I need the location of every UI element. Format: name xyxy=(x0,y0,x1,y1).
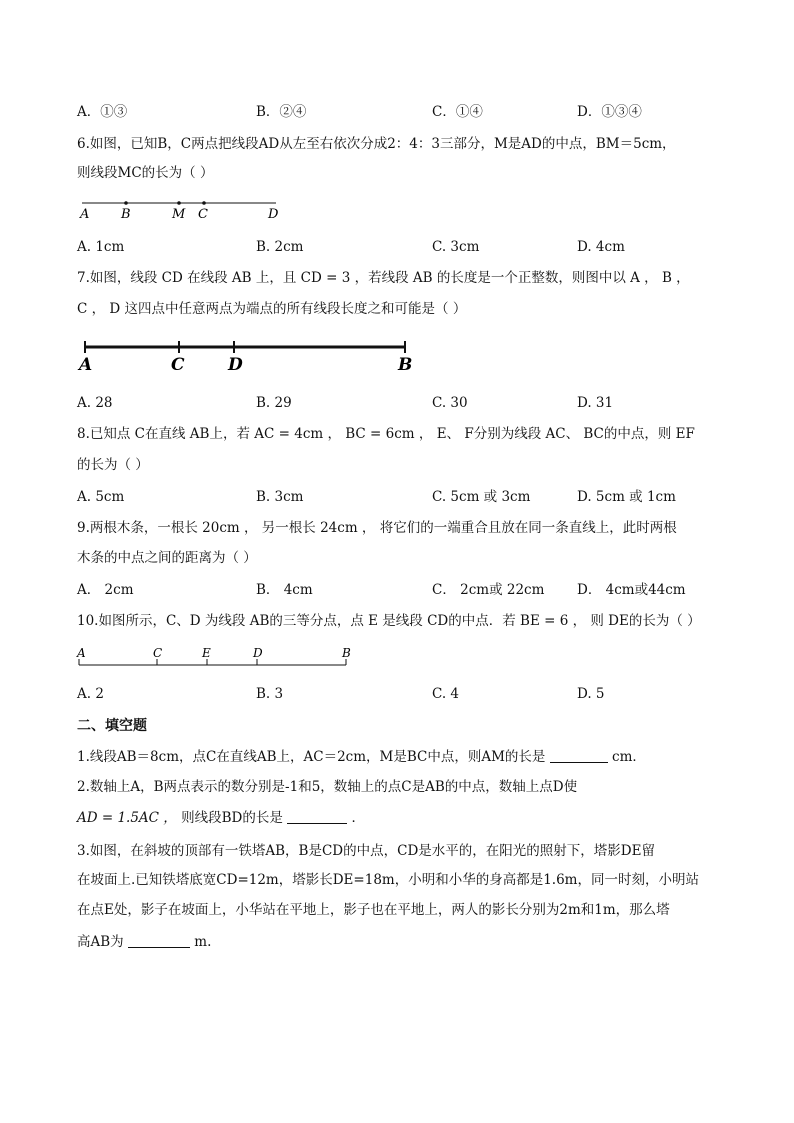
q5-option-b[interactable]: B．②④ xyxy=(256,104,307,120)
fill3-text-after: m. xyxy=(194,934,212,950)
q10-label-d: D xyxy=(253,646,263,660)
q6-option-a[interactable]: A. 1cm xyxy=(77,239,125,255)
q10-label-e: E xyxy=(202,646,211,660)
fill2-text-before: 则线段BD的长是 xyxy=(181,810,283,826)
q8-option-c[interactable]: C. 5cm 或 3cm xyxy=(432,489,531,505)
q7-segment-figure xyxy=(76,336,421,380)
q6-segment-figure xyxy=(76,194,296,222)
fill1-text-before: 1.线段AB＝8cm，点C在直线AB上，AC＝2cm，M是BC中点，则AM的长是 xyxy=(77,749,546,765)
q6-label-m: M xyxy=(172,207,186,222)
fill2-answer-blank[interactable] xyxy=(287,809,347,824)
q9-stem-line2: 木条的中点之间的距离为（ ） xyxy=(77,550,257,566)
q10-option-b[interactable]: B. 3 xyxy=(256,686,284,702)
fill2-formula: AD = 1.5AC ， xyxy=(77,810,177,826)
q6-label-d: D xyxy=(268,207,279,222)
q10-stem: 10.如图所示，C、D 为线段 AB的三等分点，点 E 是线段 CD的中点．若 BE = 6 ， 则 DE的长为（ ） xyxy=(77,613,701,629)
q6-stem-line1: 6.如图，已知B，C两点把线段AD从左至右依次分成2：4：3三部分，M是AD的中点，BM＝5cm， xyxy=(77,136,676,152)
q6-label-a: A xyxy=(80,207,90,222)
q10-option-c[interactable]: C. 4 xyxy=(432,686,460,702)
q7-label-d: D xyxy=(228,355,243,375)
q10-label-b: B xyxy=(342,646,351,660)
q6-label-b: B xyxy=(121,207,131,222)
q9-option-c[interactable]: C． 2cm或 22cm xyxy=(432,582,545,598)
fill1-answer-blank[interactable] xyxy=(550,748,608,763)
q9-option-d[interactable]: D． 4cm或44cm xyxy=(577,582,686,598)
section2-title: 二、填空题 xyxy=(77,718,147,734)
q10-option-d[interactable]: D. 5 xyxy=(577,686,605,702)
fill3-stem-line3: 在点E处，影子在坡面上，小华站在平地上，影子也在平地上，两人的影长分别为2m和1m，那么塔 xyxy=(77,902,670,918)
q10-label-c: C xyxy=(153,646,163,660)
fill3-text-before: 高AB为 xyxy=(77,934,124,950)
q7-option-c[interactable]: C. 30 xyxy=(432,395,468,411)
q8-option-b[interactable]: B. 3cm xyxy=(256,489,304,505)
q7-option-d[interactable]: D. 31 xyxy=(577,395,614,411)
q6-option-c[interactable]: C. 3cm xyxy=(432,239,480,255)
q7-label-a: A xyxy=(79,355,93,375)
q5-option-c[interactable]: C．①④ xyxy=(432,104,483,120)
q8-stem-line2: 的长为（ ） xyxy=(77,457,149,473)
q5-option-a[interactable]: A．①③ xyxy=(77,104,128,120)
fill3-stem-line1: 3.如图，在斜坡的顶部有一铁塔AB，B是CD的中点，CD是水平的，在阳光的照射下，塔影DE留 xyxy=(77,843,655,859)
q7-stem-line2: C ， D 这四点中任意两点为端点的所有线段长度之和可能是（ ） xyxy=(77,301,467,317)
fill1-text-after: cm． xyxy=(612,749,646,765)
q7-option-b[interactable]: B. 29 xyxy=(256,395,292,411)
q8-option-a[interactable]: A. 5cm xyxy=(77,489,125,505)
q6-option-d[interactable]: D. 4cm xyxy=(577,239,625,255)
q6-option-b[interactable]: B. 2cm xyxy=(256,239,304,255)
fill2-stem-line2 xyxy=(77,808,365,828)
q10-label-a: A xyxy=(77,646,86,660)
q7-stem-line1: 7.如图，线段 CD 在线段 AB 上，且 CD = 3 ，若线段 AB 的长度是一个正整数，则图中以 A ， B ， xyxy=(77,270,690,286)
q8-option-d[interactable]: D. 5cm 或 1cm xyxy=(577,489,676,505)
fill1-stem xyxy=(77,747,646,767)
q7-option-a[interactable]: A. 28 xyxy=(77,395,113,411)
q6-label-c: C xyxy=(198,207,208,222)
fill3-stem-line4 xyxy=(77,932,211,952)
q7-label-b: B xyxy=(398,355,413,375)
fill3-stem-line2: 在坡面上.已知铁塔底宽CD=12m，塔影长DE=18m，小明和小华的身高都是1.6m，同一时刻，小明站 xyxy=(77,872,699,888)
q8-stem-line1: 8.已知点 C在直线 AB上，若 AC = 4cm ， BC = 6cm ， E、 F分别为线段 AC、 BC的中点，则 EF xyxy=(77,426,695,442)
fill2-stem-line1: 2.数轴上A，B两点表示的数分别是-1和5，数轴上的点C是AB的中点，数轴上点D使 xyxy=(77,779,578,795)
q9-option-b[interactable]: B． 4cm xyxy=(256,582,313,598)
fill3-answer-blank[interactable] xyxy=(128,933,190,948)
q10-option-a[interactable]: A. 2 xyxy=(77,686,104,702)
q6-stem-line2: 则线段MC的长为（ ） xyxy=(77,165,214,181)
q9-stem-line1: 9.两根木条，一根长 20cm ， 另一根长 24cm ， 将它们的一端重合且放在同一条直线上，此时两根 xyxy=(77,520,677,536)
q9-option-a[interactable]: A． 2cm xyxy=(77,582,134,598)
fill2-text-after: ． xyxy=(351,810,365,826)
q5-option-d[interactable]: D．①③④ xyxy=(577,104,642,120)
q7-label-c: C xyxy=(171,355,185,375)
q10-segment-figure xyxy=(76,644,356,672)
